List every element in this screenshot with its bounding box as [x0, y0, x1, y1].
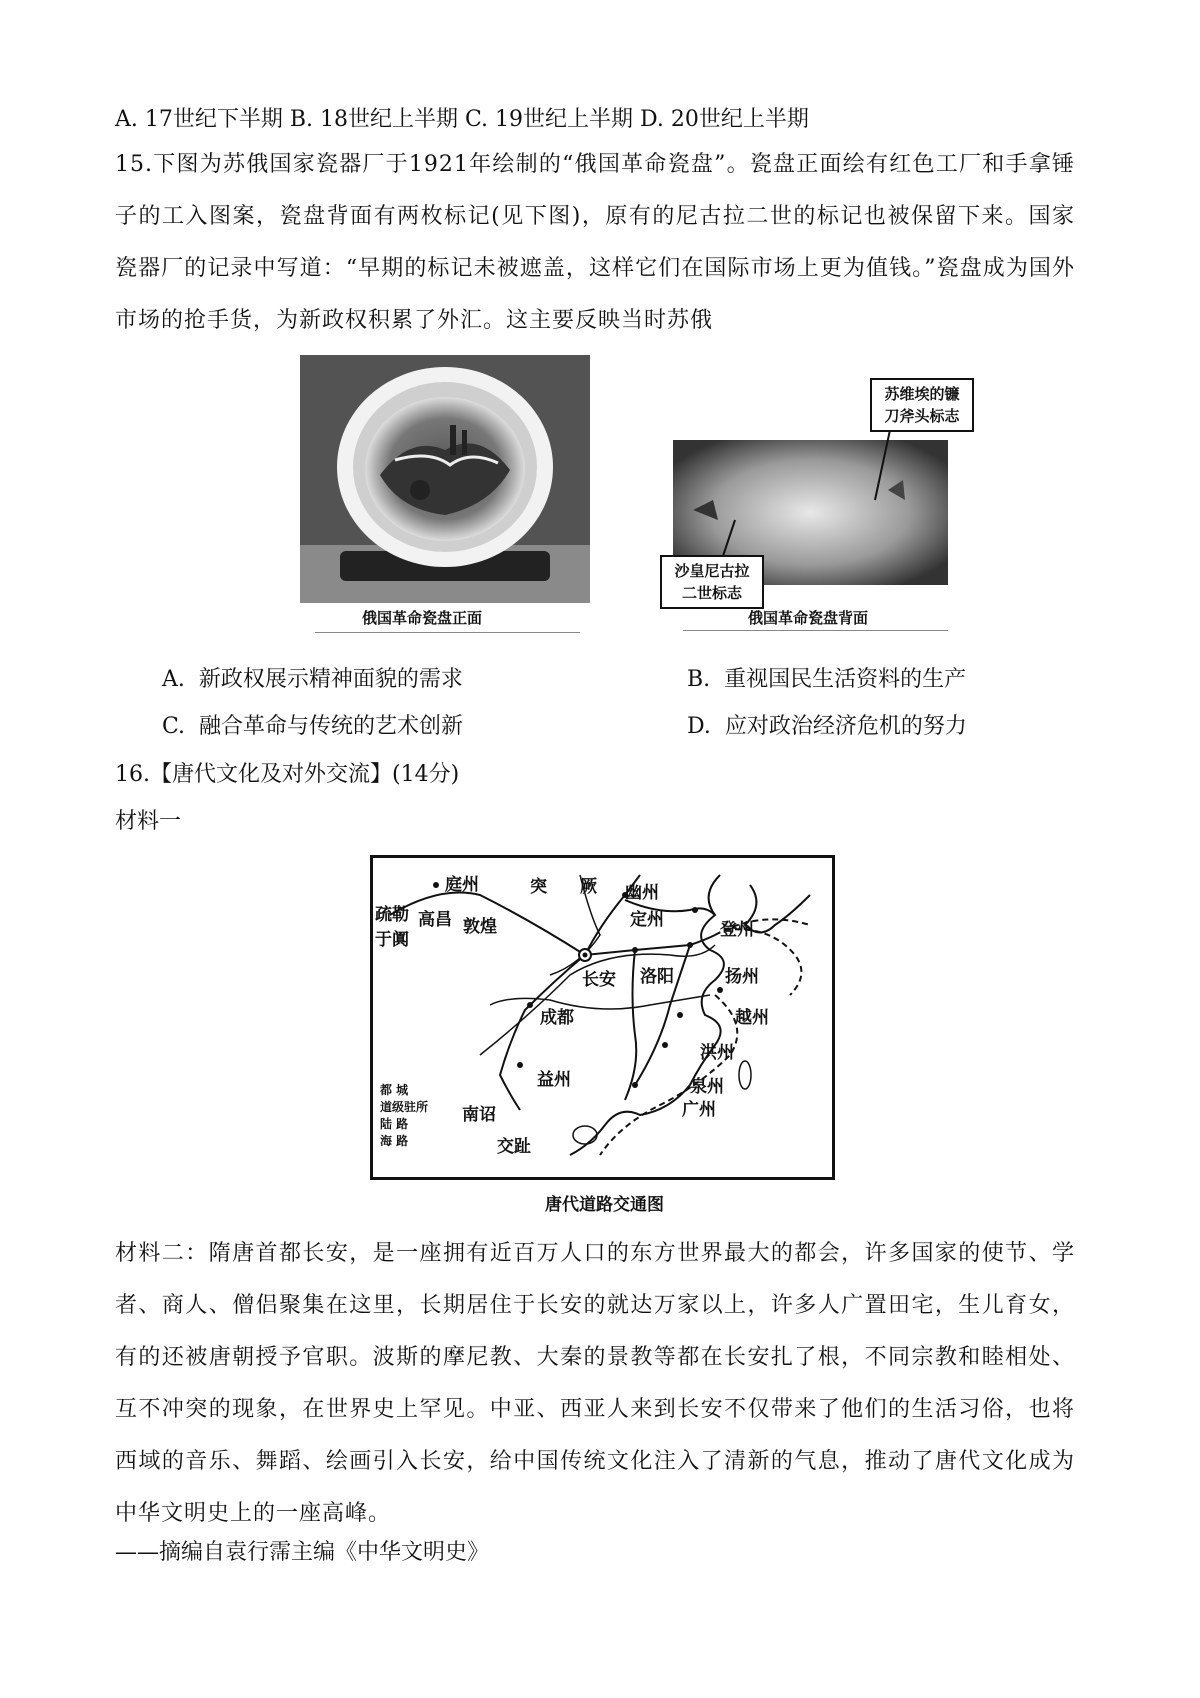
map-label-dingzhou: 定州: [630, 910, 664, 930]
plate-back-caption: 俄国革命瓷盘背面: [748, 609, 869, 627]
map-label-yutian: 于阗: [375, 930, 409, 950]
q16-heading: 16.【唐代文化及对外交流】(14分): [115, 762, 460, 787]
map-label-yangzhou: 扬州: [725, 967, 759, 987]
front-caption-rule: [315, 632, 580, 633]
map-label-hongzhou: 洪州: [700, 1043, 734, 1063]
map-label-youzhou: 幽州: [625, 883, 659, 903]
plate-front-photo: [300, 355, 590, 603]
q15-stem: 15.下图为苏俄国家瓷器厂于1921年绘制的“俄国革命瓷盘”。瓷盘正面绘有红色工厂和手拿锤子的工入图案，瓷盘背面有两枚标记(见下图)，原有的尼古拉二世的标记也被保留下来。国家瓷器厂的记录中写道：“早期的标记未被遮盖，这样它们在国际市场上更为值钱。”瓷盘成为国外市场的抢手货，为新政权积累了外汇。这主要反映当时苏俄: [115, 152, 1075, 333]
option-text: 重视国民生活资料的生产: [724, 667, 967, 692]
plate-front-caption: 俄国革命瓷盘正面: [362, 609, 483, 627]
option-text: 应对政治经济危机的努力: [724, 714, 967, 739]
material2-source: ——摘编自袁行霈主编《中华文明史》: [115, 1540, 490, 1565]
map-label-changan: 长安: [582, 970, 616, 990]
back-caption-rule: [683, 630, 948, 631]
map-label-guangzhou: 广州: [682, 1100, 716, 1120]
plate-front-figure: [300, 355, 590, 603]
q15-option-d[interactable]: [687, 712, 967, 742]
material2-text: 材料二：隋唐首都长安，是一座拥有近百万人口的东方世界最大的都会，许多国家的使节、学者、商人、僧侣聚集在这里，长期居住于长安的就达万家以上，许多人广置田宅，生儿育女，有的还被唐朝授予官职。波斯的摩尼教、大秦的景教等都在长安扎了根，不同宗教和睦相处、互不冲突的现象，在世界史上罕见。中亚、西亚人来到长安不仅带来了他们的生活习俗，也将西域的音乐、舞蹈、绘画引入长安，给中国传统文化注入了清新的气息，推动了唐代文化成为中华文明史上的一座高峰。: [115, 1241, 1075, 1526]
map-label-yuezhou: 越州: [735, 1008, 769, 1028]
option-text: 新政权展示精神面貌的需求: [198, 667, 463, 692]
map-label-yizhou: 益州: [537, 1070, 571, 1090]
q15-option-c[interactable]: [162, 712, 463, 742]
q14-options-line: A. 17世纪下半期 B. 18世纪上半期 C. 19世纪上半期 D. 20世纪上半期: [115, 107, 809, 132]
map-label-gaochang: 高昌: [418, 910, 452, 930]
tsar-mark-callout: 沙皇尼古拉二世标志: [660, 555, 764, 609]
legend-land-route: 陆 路: [380, 1117, 409, 1131]
option-label: A.: [162, 667, 185, 692]
option-label: B.: [687, 667, 711, 692]
material1-label: 材料一: [115, 809, 182, 834]
option-label: D.: [687, 714, 711, 739]
map-label-jue: 厥: [580, 877, 597, 897]
legend-capital: 都 城: [380, 1083, 409, 1097]
legend-sea-route: 海 路: [380, 1134, 409, 1148]
map-caption: 唐代道路交通图: [545, 1195, 664, 1215]
map-label-dengzhou: 登州: [720, 920, 754, 940]
legend-circuit-seat: 道级驻所: [380, 1100, 429, 1114]
option-label: C.: [162, 714, 186, 739]
map-label-tu: 突: [530, 877, 547, 897]
map-label-jiaozhi: 交趾: [497, 1137, 531, 1157]
q15-option-b[interactable]: [687, 665, 966, 695]
soviet-mark-callout: 苏维埃的镰刀斧头标志: [870, 378, 974, 432]
map-label-luoyang: 洛阳: [640, 967, 674, 987]
map-legend: [380, 1082, 428, 1150]
option-text: 融合革命与传统的艺术创新: [199, 714, 464, 739]
map-label-tingzhou: 庭州: [445, 875, 479, 895]
map-label-shule: 疏勒: [375, 905, 409, 925]
map-label-nanzhao: 南诏: [462, 1105, 496, 1125]
map-label-quanzhou: 泉州: [690, 1077, 724, 1097]
map-label-chengdu: 成都: [540, 1008, 574, 1028]
map-label-dunhuang: 敦煌: [463, 917, 497, 937]
q15-option-a[interactable]: [162, 665, 463, 695]
